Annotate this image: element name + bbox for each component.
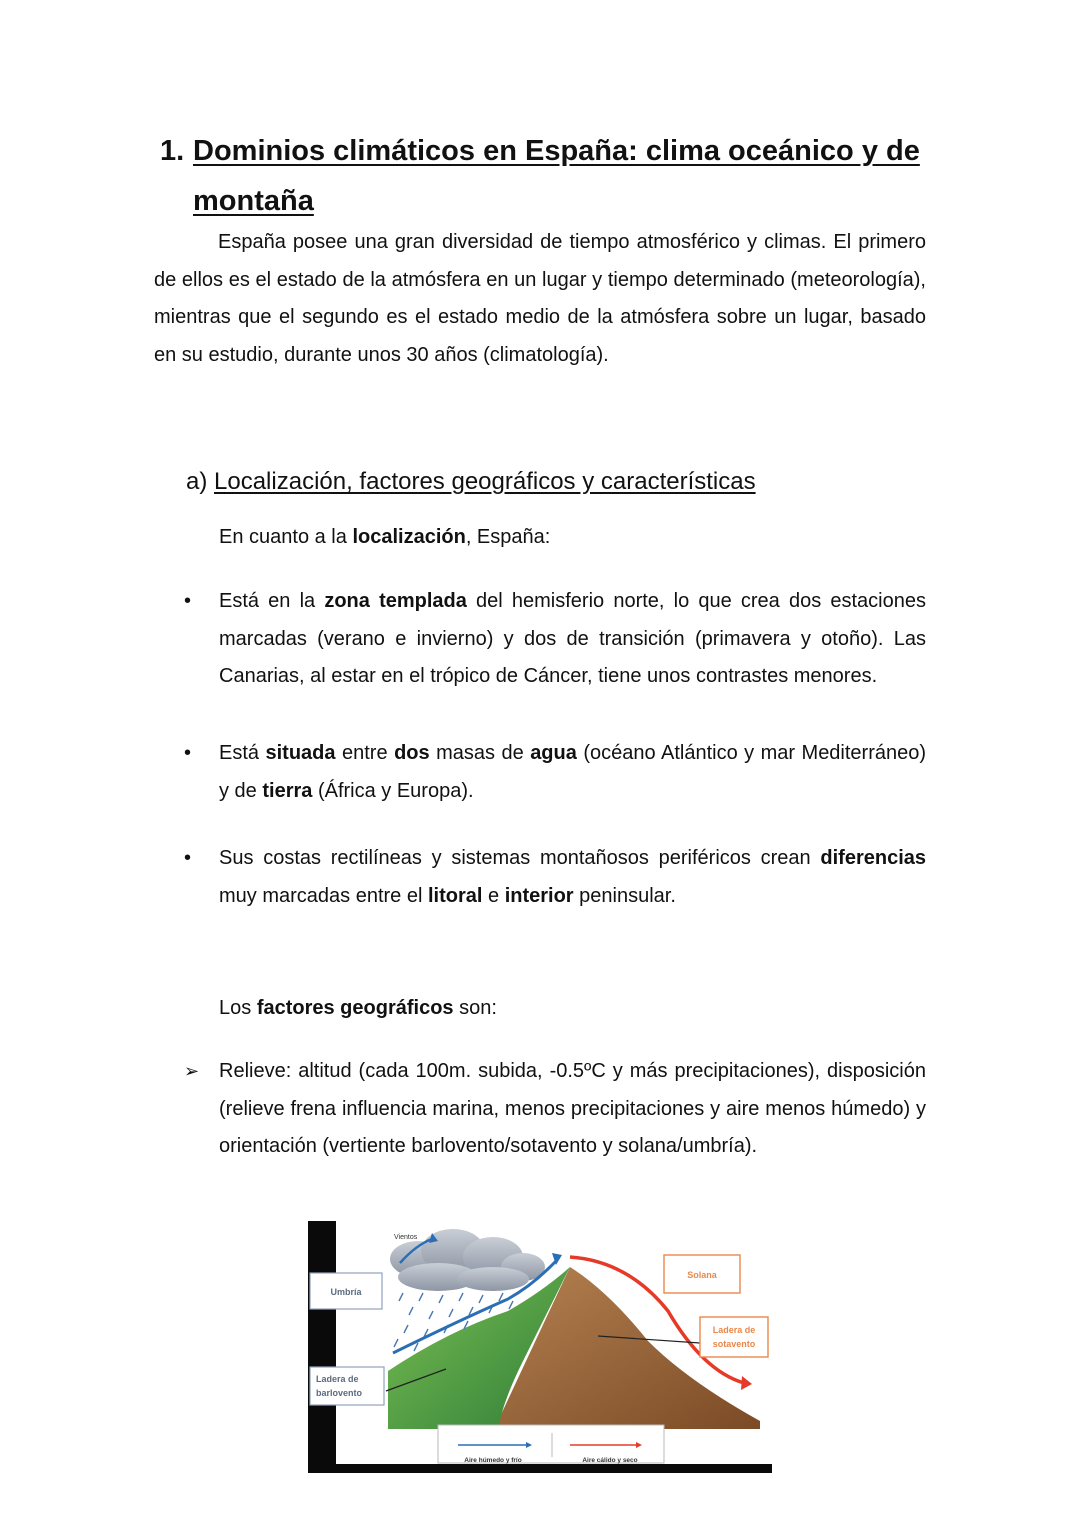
localizacion-pre: En cuanto a la: [219, 526, 353, 548]
legend-humid-label: Aire húmedo y frío: [464, 1457, 522, 1464]
frame-bottom: [336, 1464, 772, 1473]
bullet-text: [219, 583, 926, 696]
bullet-text-part: e: [482, 884, 505, 907]
bullet-bold: litoral: [427, 884, 483, 907]
heading-number: 1.: [160, 135, 185, 167]
bullet-bold: interior: [504, 884, 574, 907]
factores-line: [219, 990, 497, 1028]
bullet-marker: •: [184, 847, 192, 869]
bullet-bold: situada: [265, 742, 336, 764]
list-item: [184, 583, 926, 696]
bullet-bold: tierra: [262, 779, 313, 802]
factores-bold: factores geográficos: [256, 997, 454, 1019]
bullet-bold: dos: [394, 742, 430, 764]
bullet-bold: agua: [530, 742, 577, 764]
factores-pre: Los: [219, 997, 257, 1019]
dry-air-arrowhead: [741, 1376, 752, 1390]
bullet-text: [219, 735, 926, 810]
list-item: [184, 840, 926, 916]
bullet-text-part: Sus costas rectilíneas y sistemas montañosos periféricos crean: [219, 847, 821, 869]
relief-diagram: [308, 1221, 772, 1473]
section-letter: a): [186, 468, 208, 495]
sotavento-label-1: Ladera de: [712, 1325, 756, 1335]
bullet-marker: •: [184, 742, 192, 764]
barlovento-label-1: Ladera de: [316, 1374, 359, 1384]
vientos-label: Vientos: [394, 1234, 418, 1241]
barlovento-label-2: barlovento: [316, 1388, 363, 1398]
arrow-bullet-icon: ➢: [184, 1061, 200, 1081]
sotavento-box: [700, 1317, 768, 1357]
legend-dry-label: Aire cálido y seco: [582, 1457, 638, 1464]
bullet-text-part: entre: [335, 742, 395, 764]
section-title: Localización, factores geográficos y características: [214, 468, 756, 495]
bullet-text-part: masas de: [429, 742, 531, 764]
localizacion-line: [219, 519, 550, 557]
bullet-text-part: Está en la: [219, 590, 325, 612]
relief-diagram-svg: [308, 1221, 772, 1473]
heading-title: Dominios climáticos en España: clima oceánico y de montaña: [193, 135, 920, 217]
sotavento-label-2: sotavento: [712, 1339, 756, 1349]
bullet-text-part: (océano Atlántico y mar Mediterráneo) y de: [219, 742, 927, 802]
bullet-text-part: Está: [219, 742, 266, 764]
solana-label: Solana: [687, 1270, 717, 1280]
bullet-bold: zona templada: [324, 590, 467, 612]
bullet-text-part: del hemisferio norte, lo que crea dos estaciones marcadas (verano e invierno) y dos de transición (primavera y otoño). Las Canarias, al estar en el trópico de Cáncer, tiene unos contrastes menores.: [219, 590, 926, 687]
bullet-text: [219, 840, 926, 915]
intro-paragraph: España posee una gran diversidad de tiempo atmosférico y climas. El primero de ellos es el estado de la atmósfera en un lugar y tiempo determinado (meteorología), mientras que el segundo es el estado medio de la atmósfera sobre un lugar, basado en su estudio, durante unos 30 años (climatología).: [154, 231, 926, 366]
factores-post: son:: [453, 997, 497, 1019]
list-item-relieve: [184, 1053, 926, 1203]
frame-band: [308, 1221, 336, 1473]
bullet-text-part: (África y Europa).: [312, 779, 474, 802]
section-heading: [186, 464, 756, 500]
umbria-label: Umbría: [330, 1287, 362, 1297]
localizacion-bold: localización: [352, 526, 466, 548]
bullet-text-part: muy marcadas entre el: [219, 884, 428, 907]
bullet-marker: •: [184, 590, 192, 612]
localizacion-post: , España:: [465, 526, 551, 548]
relieve-text: Relieve: altitud (cada 100m. subida, -0.5ºC y más precipitaciones), disposición (relieve frena influencia marina, menos precipitaciones y aire menos húmedo) y orientación (vertiente barlovento/sotavento y solana/umbría).: [219, 1060, 926, 1157]
barlovento-box: [310, 1367, 384, 1405]
bullet-bold: diferencias: [820, 847, 926, 869]
list-item: [184, 735, 926, 811]
bullet-text-part: peninsular.: [573, 884, 676, 907]
